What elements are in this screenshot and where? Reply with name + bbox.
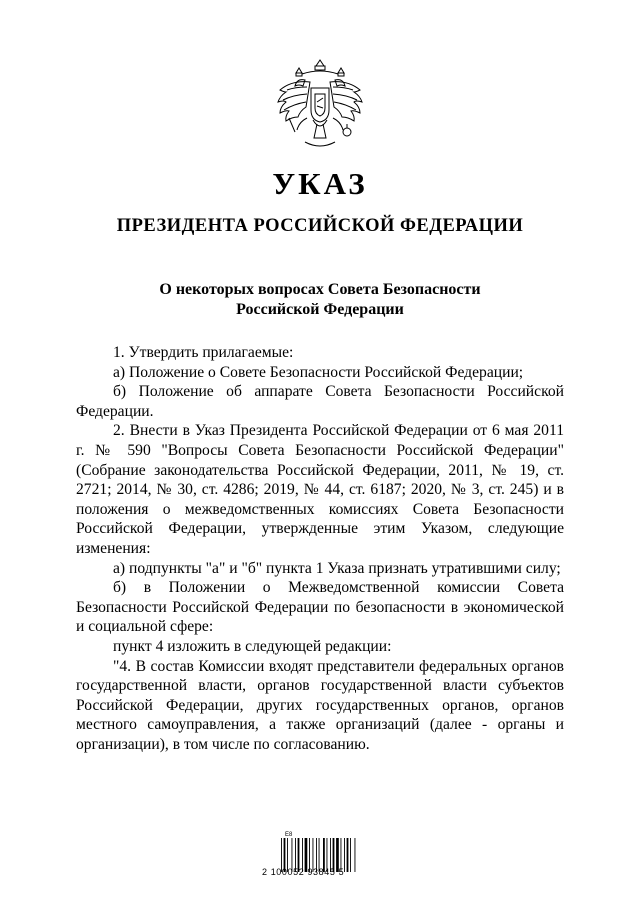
- barcode-mark: Е8: [285, 832, 293, 838]
- document-subtitle: ПРЕЗИДЕНТА РОССИЙСКОЙ ФЕДЕРАЦИИ: [116, 216, 524, 236]
- paragraph-1: 1. Утвердить прилагаемые:: [113, 344, 294, 361]
- paragraph-1b: б) Положение об аппарате Совета Безопасности Российской Федерации.: [76, 383, 564, 420]
- barcode-number: 2 100052 93845 5: [262, 867, 345, 877]
- paragraph-2: 2. Внести в Указ Президента Российской Федерации от 6 мая 2011 г. № 590 "Вопросы Совета Безопасности Российской Федерации" (Собрание законодательства Российской Федерации, 2011, № 19, ст. 2721; 2014, № 30, ст. 4286; 2019, № 44, ст. 6187; 2020, № 3, ст. 245) и в положения о межведомственных комиссиях Совета Безопасности Российской Федерации, утвержденные этим Указом, следующие изменения:: [76, 422, 564, 557]
- document-title: УКАЗ: [272, 166, 368, 201]
- decree-heading-line-2: Российской Федерации: [236, 301, 404, 318]
- decree-heading-line-1: О некоторых вопросах Совета Безопасности: [159, 281, 481, 298]
- paragraph-1a: а) Положение о Совете Безопасности Российской Федерации;: [113, 363, 524, 381]
- paragraph-2b-intro: пункт 4 изложить в следующей редакции:: [113, 637, 392, 655]
- paragraph-2b-item-4: "4. В состав Комиссии входят представители федеральных органов государственной власти, органов государственной власти субъектов Российской Федерации, других государственных органов, органов местного самоуправления, а также организаций (далее - органы и организации), в том числе по согласованию.: [76, 657, 564, 753]
- emblem-icon: [275, 58, 365, 150]
- decree-body: [76, 343, 564, 754]
- paragraph-2b: б) в Положении о Межведомственной комиссии Совета Безопасности Российской Федерации по безопасности в экономической и социальной сфере:: [76, 579, 564, 636]
- decree-heading: [0, 280, 640, 320]
- paragraph-2a: а) подпункты "а" и "б" пункта 1 Указа признать утратившими силу;: [113, 559, 561, 577]
